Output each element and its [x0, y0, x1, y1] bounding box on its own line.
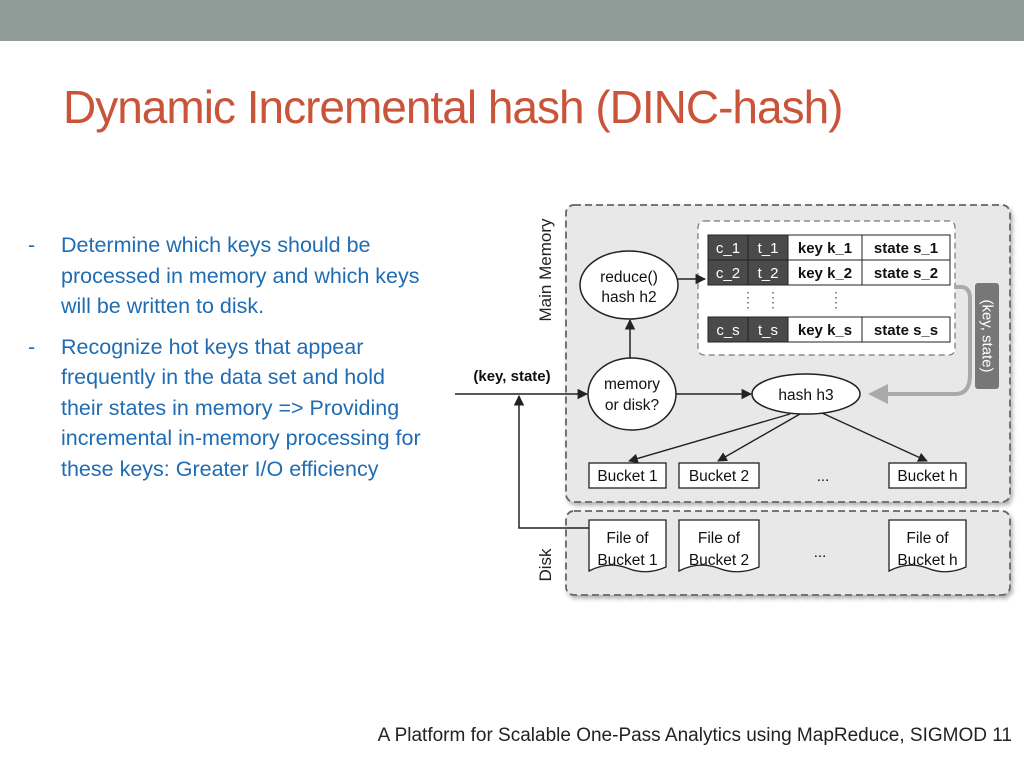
file-label: File of [606, 530, 649, 547]
bucket-label: Bucket 2 [688, 468, 750, 485]
table-cell: c_2 [715, 265, 741, 282]
file-label: File of [697, 530, 741, 547]
bullet-text: Determine which keys should be processed in memory and which keys will be written to disk. [61, 233, 420, 318]
slide-title: Dynamic Incremental hash (DINC-hash) [63, 81, 843, 133]
table-cell: state s_1 [873, 240, 939, 257]
bullet-marker: - [28, 334, 36, 359]
main-memory-label: Main Memory [536, 218, 555, 322]
bullet-text: Recognize hot keys that appear frequently in the data set and hold their states in memory => Providing incremental in-memory processing for these keys: Greater I/O efficiency [61, 334, 421, 481]
table-cell: t_2 [757, 265, 779, 282]
table-row [708, 260, 950, 285]
table-cell: c_s [716, 322, 740, 339]
table-cell: state s_2 [873, 265, 939, 282]
dinc-hash-diagram [450, 195, 1024, 615]
memory-or-disk-label: or disk? [604, 397, 660, 414]
file-label: Bucket 2 [688, 552, 750, 569]
feedback-label: (key, state) [978, 299, 996, 373]
reduce-node-label: hash h2 [601, 289, 657, 306]
bucket-ellipsis: ... [816, 468, 830, 485]
file-label: File of [906, 530, 949, 547]
table-cell: key k_2 [797, 265, 853, 282]
top-bar [0, 0, 1024, 41]
table-cell: key k_1 [797, 240, 853, 257]
bullet-item [28, 230, 428, 322]
bullet-marker: - [28, 233, 36, 257]
bucket-label: Bucket 1 [597, 468, 658, 485]
table-cell: t_s [757, 322, 779, 339]
table-row [708, 235, 950, 260]
citation-footer: A Platform for Scalable One-Pass Analytics using MapReduce, SIGMOD 11 [377, 725, 1012, 746]
hash-h3-label: hash h3 [778, 387, 834, 404]
reduce-node-label: reduce() [600, 269, 658, 286]
file-label: Bucket 1 [597, 552, 658, 569]
table-cell: t_1 [757, 240, 779, 257]
bullet-list [28, 230, 428, 494]
table-row [708, 317, 950, 342]
file-ellipsis: ... [813, 544, 827, 561]
table-cell: state s_s [873, 322, 939, 339]
bucket-label: Bucket h [897, 468, 958, 485]
memory-or-disk-label: memory [604, 376, 660, 393]
disk-label: Disk [536, 548, 555, 582]
input-label: (key, state) [473, 368, 551, 385]
table-cell: c_1 [715, 240, 741, 257]
bullet-item [28, 332, 428, 485]
table-cell: key k_s [797, 322, 853, 339]
memory-or-disk-node [588, 358, 676, 430]
file-label: Bucket h [897, 552, 958, 569]
